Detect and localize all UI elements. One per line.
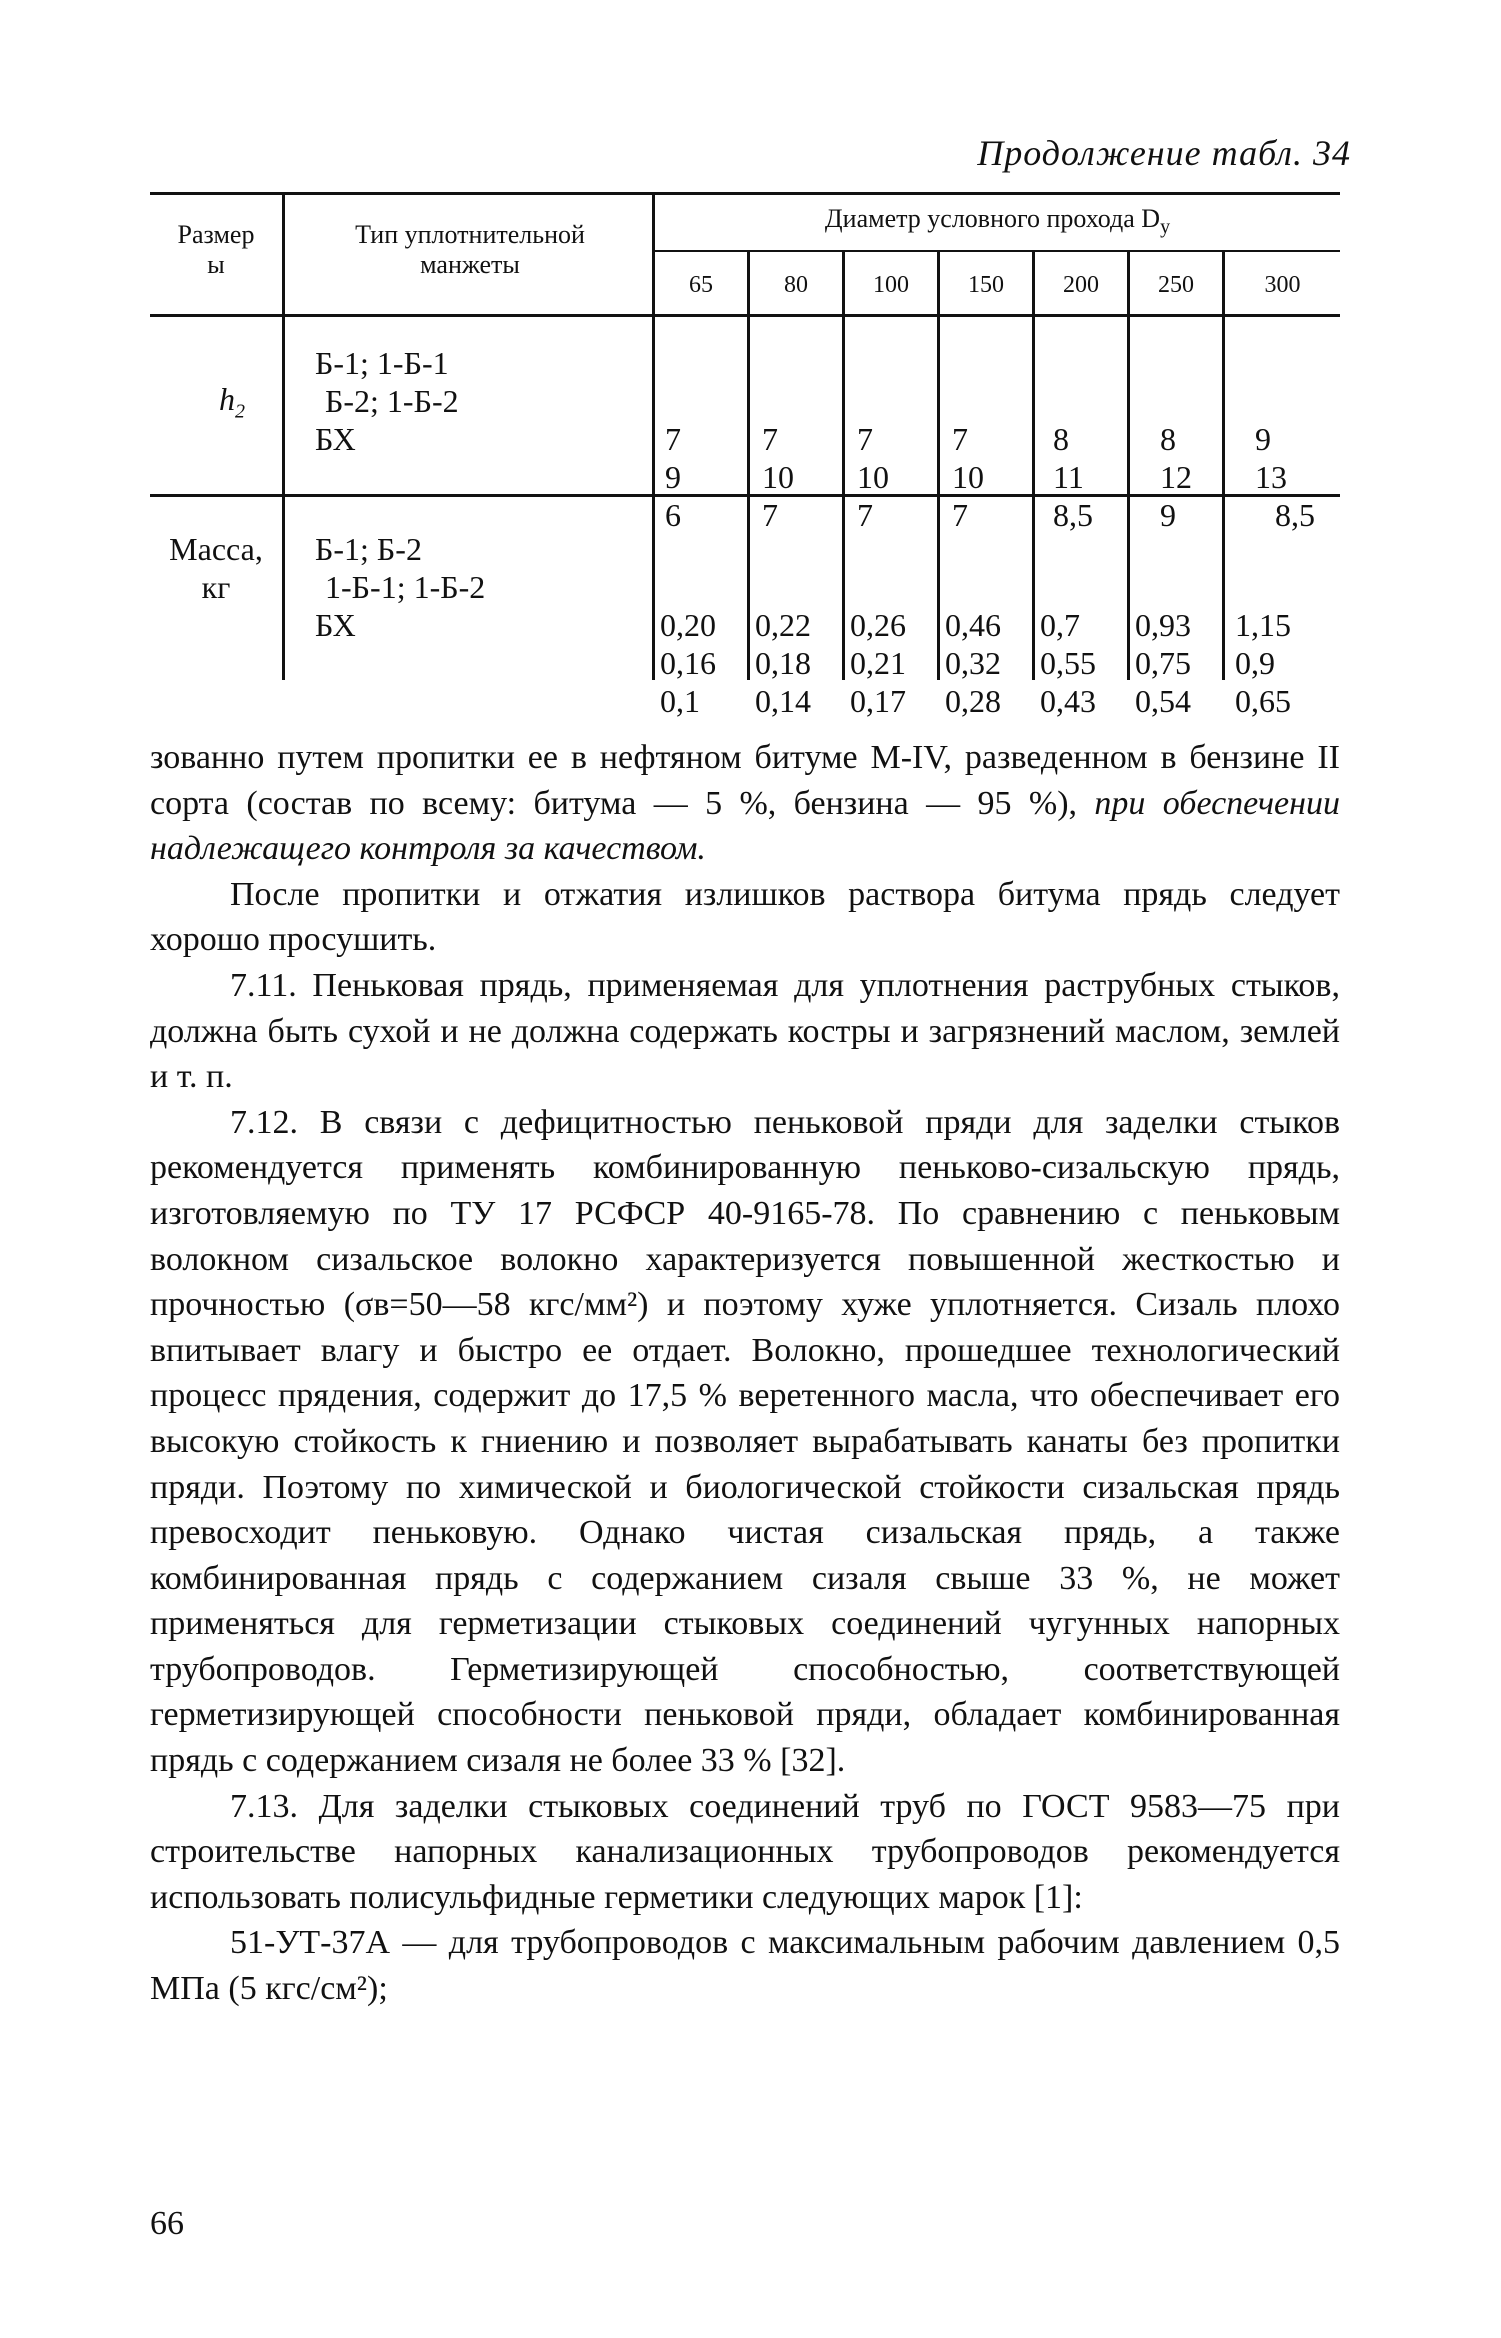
header-d65: 65 bbox=[689, 272, 713, 298]
data-table bbox=[150, 192, 1340, 719]
table-top-rule bbox=[150, 192, 1340, 195]
row-mass-d250: 0,93 0,75 0,54 bbox=[1135, 607, 1191, 719]
row-h2-d300: 9 13 8,5 bbox=[1255, 421, 1315, 533]
table-caption: Продолжение табл. 34 bbox=[977, 133, 1351, 173]
row-h2-type-2: Б-2; 1-Б-2 bbox=[325, 383, 459, 419]
row-mass-d65: 0,20 0,16 0,1 bbox=[660, 607, 716, 719]
row-mass-label: Масса, кг bbox=[169, 531, 263, 605]
paragraph-7-13: 7.13. Для заделки стыковых соединений труб по ГОСТ 9583—75 при строительстве напорных канализационных трубопроводов рекомендуется использовать полисульфидные герметики следующих марок [1]: bbox=[150, 1787, 1340, 1916]
header-d100: 100 bbox=[873, 272, 909, 298]
body-text bbox=[150, 735, 1340, 2012]
paragraph-7-11: 7.11. Пеньковая прядь, применяемая для уплотнения раструбных стыков, должна быть сухой и не должна содержать костры и загрязнений маслом, землей и т. п. bbox=[150, 966, 1340, 1096]
row-mass-type-2: 1-Б-1; 1-Б-2 bbox=[325, 569, 486, 605]
table-vrule-6 bbox=[1032, 252, 1035, 680]
header-seal-type: Тип уплотнительной манжеты bbox=[355, 220, 585, 279]
table-vrule-4 bbox=[842, 252, 845, 680]
row-h2-d250: 8 12 9 bbox=[1160, 421, 1192, 533]
paragraph-7-12: 7.12. В связи с дефицитностью пеньковой пряди для заделки стыков рекомендуется применять комбинированную пеньково-сизальскую прядь, изготовляемую по ТУ 17 РСФСР 40-9165-78. По сравнению с пеньковым волокном сизальское волокно характеризуется повышенной жесткостью и прочностью (σв=50—58 кгс/мм²) и поэтому хуже уплотняется. Сизаль плохо впитывает влагу и быстро ее отдает. Волокно, прошедшее технологический процесс прядения, содержит до 17,5 % веретенного масла, что обеспечивает его высокую стойкость к гниению и позволяет вырабатывать канаты без пропитки пряди. Поэтому по химической и биологической стойкости сизальская прядь превосходит пеньковую. Однако чистая сизальская прядь, а также комбинированная прядь с содержанием сизаля свыше 33 %, не может применяться для герметизации стыковых соединений чугунных напорных трубопроводов. Герметизирующей способностью, соответствующей герметизирующей способности пеньковой пряди, обладает комбинированная прядь с содержанием сизаля не более 33 % [32]. bbox=[150, 1103, 1340, 1780]
table-subheader-rule bbox=[655, 250, 1340, 252]
table-vrule-5 bbox=[937, 252, 940, 680]
row-mass-d80: 0,22 0,18 0,14 bbox=[755, 607, 811, 719]
table-vrule-2 bbox=[652, 192, 655, 680]
row-mass-type-1: Б-1; Б-2 bbox=[315, 531, 422, 567]
row-h2-d80: 7 10 7 bbox=[762, 421, 794, 533]
header-d80: 80 bbox=[784, 272, 808, 298]
row-h2-type-3: БХ bbox=[315, 421, 356, 457]
table-vrule-1 bbox=[282, 192, 285, 680]
table-vrule-3 bbox=[747, 252, 750, 680]
header-d200: 200 bbox=[1063, 272, 1099, 298]
row-mass-d300: 1,15 0,9 0,65 bbox=[1235, 607, 1291, 719]
row-mass-d150: 0,46 0,32 0,28 bbox=[945, 607, 1001, 719]
table-vrule-8 bbox=[1222, 252, 1225, 680]
table-header-rule bbox=[150, 314, 1340, 317]
paragraph-2: После пропитки и отжатия излишков раствора битума прядь следует хорошо просушить. bbox=[150, 875, 1340, 959]
header-d300: 300 bbox=[1264, 272, 1301, 298]
row-mass-d200: 0,7 0,55 0,43 bbox=[1040, 607, 1096, 719]
row-h2-d150: 7 10 7 bbox=[952, 421, 984, 533]
header-d250: 250 bbox=[1158, 272, 1194, 298]
page-number: 66 bbox=[150, 2205, 184, 2242]
table-vrule-7 bbox=[1127, 252, 1130, 680]
paragraph-1: зованно путем пропитки ее в нефтяном битуме М-IV, разведенном в бензине II сорта (состав по всему: битума — 5 %, бензина — 95 %), при обеспечении надлежащего контроля за качеством. bbox=[150, 739, 1340, 868]
row-mass-type-3: БХ bbox=[315, 607, 356, 643]
row-h2-label: $h_2$ bbox=[219, 381, 245, 423]
row-h2-d65: 7 9 6 bbox=[665, 421, 681, 533]
header-diameter-group: Диаметр условного прохода $D_у$ bbox=[824, 204, 1171, 239]
header-d150: 150 bbox=[968, 272, 1004, 298]
row-mass-d100: 0,26 0,21 0,17 bbox=[850, 607, 906, 719]
row-h2-type-1: Б-1; 1-Б-1 bbox=[315, 345, 449, 381]
header-sizes: Размеры bbox=[177, 220, 255, 279]
paragraph-sealant-item: 51-УТ-37А — для трубопроводов с максимальным рабочим давлением 0,5 МПа (5 кгс/см²); bbox=[150, 1924, 1340, 2008]
row-h2-d200: 8 11 8,5 bbox=[1053, 421, 1093, 533]
row-h2-d100: 7 10 7 bbox=[857, 421, 889, 533]
